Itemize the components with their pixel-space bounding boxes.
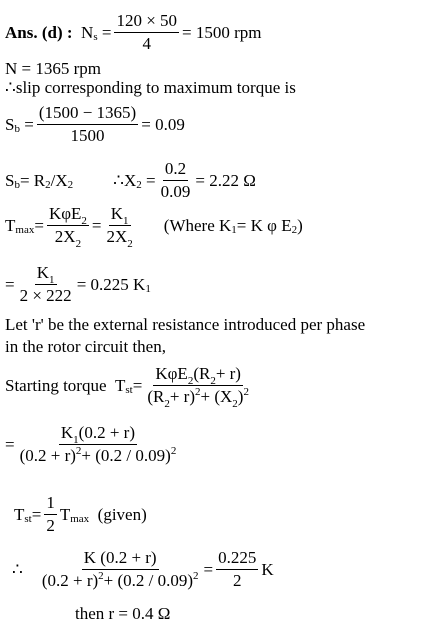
- square-superscript: 2: [98, 569, 104, 582]
- sub-den-b: + (0.2 / 0.09): [81, 445, 171, 465]
- x2-fraction: [159, 160, 193, 201]
- tst-subscript: st: [125, 383, 133, 396]
- tmax-fraction-1: [47, 204, 89, 250]
- k1-subscript: 1: [49, 274, 55, 286]
- final-answer: [75, 605, 170, 622]
- final-den-a: (0.2 + r): [41, 570, 99, 590]
- x2-subscript: 2: [232, 397, 238, 410]
- therefore-symbol: ∴: [5, 78, 16, 97]
- starting-torque-label: Starting torque: [5, 375, 107, 395]
- sb-result: = 0.09: [141, 114, 185, 134]
- sub-den-a: (0.2 + r): [19, 445, 76, 465]
- where-note-end: ): [297, 215, 303, 235]
- k1-fraction: [18, 264, 74, 305]
- half-denominator: 2: [46, 515, 55, 535]
- ns-result: = 1500 rpm: [182, 22, 262, 42]
- k1-subscript: 1: [231, 223, 237, 236]
- t-symbol: T: [14, 504, 25, 524]
- final-numerator: K (0.2 + r): [82, 549, 159, 570]
- x2-subscript: 2: [67, 178, 74, 191]
- half-numerator: 1: [44, 494, 57, 515]
- tst-subscript: st: [24, 512, 32, 525]
- square-superscript: 2: [170, 444, 177, 457]
- answer-label: Ans. (d) :: [5, 22, 73, 42]
- final-left-fraction: [40, 549, 201, 590]
- r-result: then r = 0.4 Ω: [75, 604, 171, 623]
- text-line: [5, 316, 365, 333]
- k1-substituted-equation: [5, 424, 181, 465]
- sb-numerator: (1500 − 1365): [37, 104, 138, 125]
- ns-denominator: 4: [142, 33, 151, 53]
- ns-fraction: [114, 12, 179, 53]
- equals: =: [24, 114, 34, 134]
- therefore-symbol: ∴: [113, 170, 124, 190]
- tst-given-equation: [14, 494, 147, 535]
- r2-subscript: 2: [45, 178, 51, 191]
- x-subscript: 2: [136, 178, 142, 191]
- equals: =: [132, 375, 143, 395]
- k1-result: = 0.225 K: [76, 274, 146, 294]
- ns-symbol: N: [81, 22, 94, 42]
- resistance-text: Let 'r' be the external resistance introduced per phase: [5, 315, 366, 334]
- t-symbol: T: [115, 375, 126, 395]
- x2-denominator: 0.09: [160, 181, 191, 201]
- sb-subscript: b: [14, 178, 20, 191]
- tst-den-c: + (X: [200, 386, 233, 406]
- square-superscript: 2: [193, 569, 199, 582]
- k1-subscript: 1: [123, 215, 129, 227]
- equals: =: [146, 170, 156, 190]
- k1-denominator: 2 × 222: [19, 285, 72, 305]
- tmax-equation: [5, 204, 303, 250]
- sb-equation: [5, 104, 185, 145]
- tmax-subscript: max: [70, 512, 90, 525]
- equals: =: [31, 504, 42, 524]
- final-den-b: + (0.2 / 0.09): [103, 570, 194, 590]
- e2-subscript: 2: [81, 215, 87, 227]
- equals: =: [203, 559, 214, 579]
- x2-result: = 2.22 Ω: [195, 170, 256, 190]
- equals: =: [5, 434, 15, 454]
- eq-r-text: = R: [19, 170, 46, 190]
- where-note: (Where K: [163, 215, 232, 235]
- sb-symbol: S: [5, 170, 15, 190]
- t-symbol: T: [59, 504, 71, 524]
- slip-text: slip corresponding to maximum torque is: [15, 78, 296, 97]
- final-right-denominator: 2: [233, 570, 242, 590]
- x2-numerator: 0.2: [163, 160, 188, 181]
- substituted-fraction: [18, 424, 179, 465]
- n-value-line: [5, 60, 101, 77]
- rotor-circuit-text: in the rotor circuit then,: [5, 337, 166, 356]
- r2-subscript: 2: [164, 397, 170, 410]
- t-symbol: T: [5, 215, 16, 235]
- slip-statement: [5, 79, 296, 96]
- equals: =: [5, 274, 15, 294]
- n-value: N = 1365 rpm: [5, 59, 101, 78]
- tst-den-a: (R: [147, 386, 165, 406]
- text-line: [5, 338, 166, 355]
- k1-subscript: 1: [73, 434, 79, 446]
- final-right-numerator: 0.225: [216, 549, 258, 570]
- where-note-rest: = K φ E: [236, 215, 292, 235]
- given-text: (given): [97, 504, 147, 524]
- x-symbol: X: [123, 170, 137, 190]
- frac2-denominator: 2X: [106, 226, 128, 246]
- half-fraction: [44, 494, 57, 535]
- sb-subscript: b: [14, 122, 20, 135]
- square-superscript: 2: [75, 444, 82, 457]
- k1-numerator: K: [36, 263, 50, 282]
- tst-den-d: ): [237, 386, 244, 406]
- x2-subscript: 2: [127, 237, 133, 250]
- tmax-fraction-2: [105, 204, 135, 250]
- sub-numerator-rest: (0.2 + r): [78, 423, 135, 442]
- tst-den-b: + r): [169, 386, 196, 406]
- tst-numerator-rest: (R: [193, 364, 211, 383]
- x2-subscript: 2: [75, 237, 82, 250]
- final-right-fraction: [216, 549, 258, 590]
- tst-numerator: KφE: [155, 364, 188, 383]
- ns-numerator: 120 × 50: [114, 12, 179, 33]
- frac1-denominator: 2X: [54, 226, 76, 246]
- tst-fraction: [145, 364, 251, 410]
- sb-symbol: S: [5, 114, 15, 134]
- tmax-subscript: max: [15, 223, 35, 236]
- sub-numerator: K: [60, 423, 74, 442]
- k1-subscript: 1: [145, 282, 151, 295]
- equals: =: [34, 215, 44, 235]
- frac1-numerator: KφE: [48, 204, 82, 223]
- therefore-symbol: ∴: [12, 559, 23, 579]
- starting-torque-equation: [5, 364, 254, 410]
- e2-subscript: 2: [187, 375, 194, 387]
- r2-subscript: 2: [210, 375, 216, 387]
- frac2-numerator: K: [110, 204, 124, 223]
- sb-denominator: 1500: [70, 125, 105, 145]
- e2-subscript: 2: [291, 223, 298, 236]
- ns-subscript: s: [93, 30, 98, 43]
- equals: =: [91, 215, 102, 235]
- x2-line: [5, 160, 256, 201]
- k-symbol: K: [261, 559, 274, 579]
- sb-fraction: [37, 104, 138, 145]
- square-superscript: 2: [195, 385, 201, 398]
- k1-equation: [5, 264, 151, 305]
- final-equation: [12, 549, 274, 590]
- equals: =: [101, 22, 112, 42]
- square-superscript: 2: [243, 385, 249, 398]
- ns-equation: [5, 12, 262, 53]
- slash-x-text: /X: [50, 170, 68, 190]
- tst-numerator-end: + r): [215, 364, 241, 383]
